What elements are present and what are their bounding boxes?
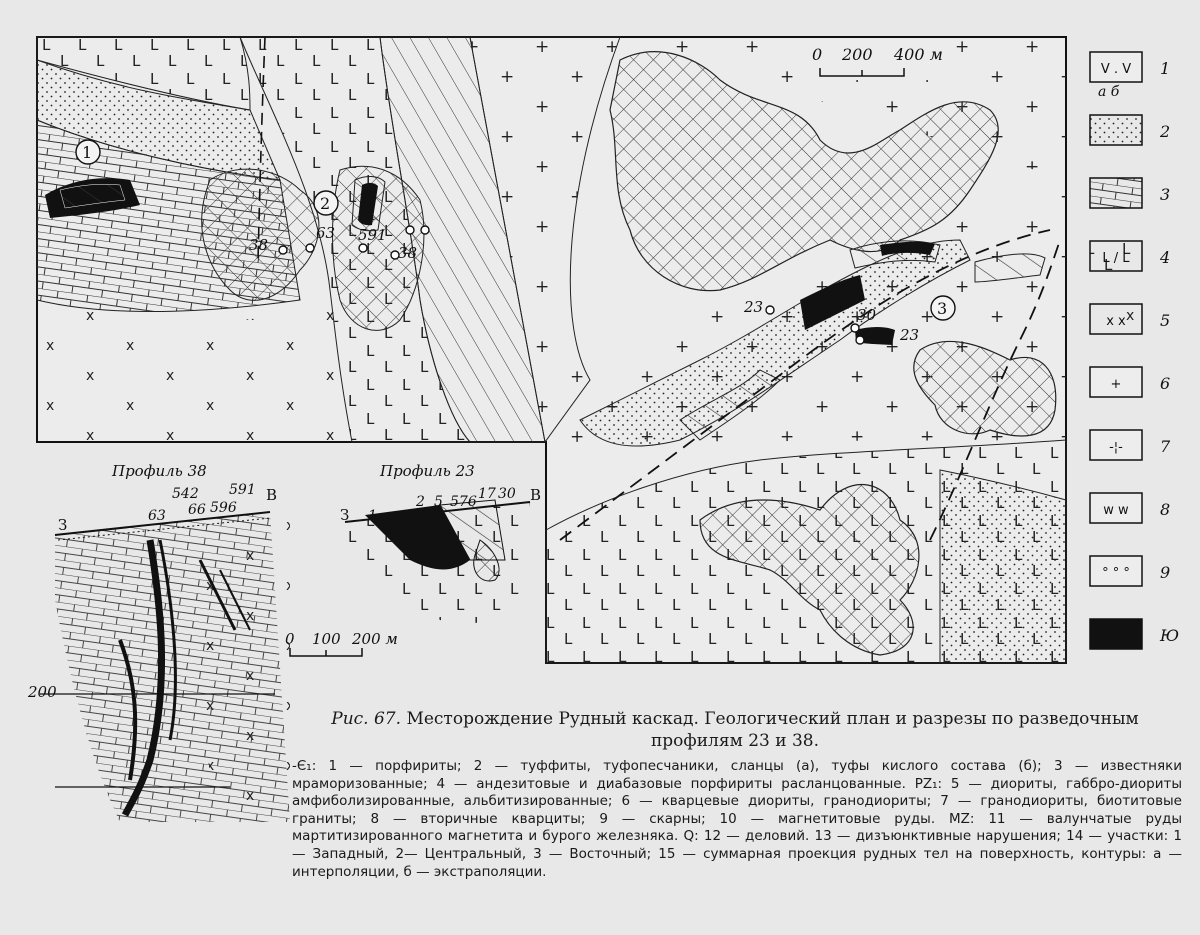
profile23-title: Профиль 23 xyxy=(380,462,475,480)
label-591: 591 xyxy=(358,226,387,244)
profile-scale-100: 100 xyxy=(312,630,341,648)
area-label-3: 3 xyxy=(937,299,948,318)
profile23-well-30: 30 xyxy=(498,486,516,502)
label-30: 30 xyxy=(857,306,877,324)
legend-number-10: Ю xyxy=(1160,626,1180,645)
legend xyxy=(1090,52,1179,649)
legend-number-3: 3 xyxy=(1160,185,1171,204)
label-63: 63 xyxy=(316,224,336,242)
area-label-2: 2 xyxy=(320,194,331,213)
legend-number-4: 4 xyxy=(1160,248,1171,267)
legend-glyph-8: w w xyxy=(1103,503,1129,518)
profile38-depth-200: 200 xyxy=(28,683,57,701)
scale-tick-400: 400 м xyxy=(894,45,943,64)
profile23-well-5: 5 xyxy=(434,494,443,510)
profile23-well-576: 576 xyxy=(450,494,477,510)
label-23-a: 23 xyxy=(744,298,764,316)
legend-number-8: 8 xyxy=(1160,500,1171,519)
label-38-east: 38 xyxy=(398,244,418,262)
profile38-well-591: 591 xyxy=(229,482,256,498)
legend-number-6: 6 xyxy=(1160,374,1171,393)
figure-title: Месторождение Рудный каскад. Геологический план и разрезы по разведочным профилям 23 и 38. xyxy=(406,709,1139,751)
profile23-west: З xyxy=(340,506,350,524)
profile38-well-596: 596 xyxy=(210,500,237,516)
legend-number-1: 1 xyxy=(1160,59,1171,78)
area-label-1: 1 xyxy=(82,143,93,162)
profile38-well-542: 542 xyxy=(172,486,199,502)
legend-number-2: 2 xyxy=(1160,122,1171,141)
legend-number-9: 9 xyxy=(1160,563,1171,582)
profile38-west: З xyxy=(58,516,68,534)
profile23-well-1: 1 xyxy=(368,508,377,524)
legend-number-7: 7 xyxy=(1160,437,1171,456)
profile38-title: Профиль 38 xyxy=(112,462,207,480)
profile38-well-63: 63 xyxy=(148,508,166,524)
legend-glyph-9: ° ° ° xyxy=(1102,566,1130,581)
figure-caption xyxy=(290,708,1180,752)
legend-glyph-5: x x xyxy=(1106,314,1126,329)
legend-swatch-2 xyxy=(1090,115,1142,145)
profile23-well-17: 17 xyxy=(478,486,496,502)
profile23-east: В xyxy=(530,486,542,504)
profile38-east: В xyxy=(266,486,278,504)
profile-38 xyxy=(27,462,290,822)
legend-swatch-10 xyxy=(1090,619,1142,649)
scale-tick-0: 0 xyxy=(812,45,823,64)
profile-scale-200: 200 м xyxy=(352,630,398,648)
label-38-west: 38 xyxy=(249,236,269,254)
profile-scale-0: 0 xyxy=(285,630,295,648)
legend-glyph-6: + xyxy=(1110,377,1122,392)
profile38-well-66: 66 xyxy=(188,502,206,518)
legend-sub-1: а б xyxy=(1098,84,1120,100)
profile23-well-2: 2 xyxy=(416,494,425,510)
legend-number-5: 5 xyxy=(1160,311,1171,330)
legend-glyph-1: V . V xyxy=(1100,62,1132,77)
scale-bar-main xyxy=(804,40,954,80)
scale-tick-200: 200 xyxy=(842,45,873,64)
legend-glyph-4: L / L xyxy=(1102,251,1130,266)
legend-description: -Є₁: 1 — порфириты; 2 — туффиты, туфопесчаники, сланцы (а), туфы кислого состава (б); 3 — известняки мраморизованные; 4 — андезитовые и диабазовые порфириты расланцованные. PZ₁: 5 — диориты, габбро-диориты амфиболизированные, альбитизированные; 6 — кварцевые диориты, гранодиориты; 7 — гранодиориты, биотитовые граниты; 8 — вторичные кварциты; 9 — скарны; 10 — магнетитовые руды. MZ: 11 — валунчатые руды мартитизированного магнетита и бурого железняка. Q: 12 — деловий. 13 — дизъюнктивные нарушения; 14 — участки: 1 — Западный, 2— Центральный, 3 — Восточный; 15 — суммарная проекция рудных тел на поверхность, контуры: а — интерполяции, б — экстраполяции. xyxy=(292,758,1182,880)
figure-number: Рис. 67. xyxy=(331,709,402,729)
legend-glyph-7: -¦- xyxy=(1109,440,1123,455)
profile-23 xyxy=(285,462,541,656)
label-23-b: 23 xyxy=(900,326,920,344)
legend-swatch-3 xyxy=(1090,178,1142,208)
